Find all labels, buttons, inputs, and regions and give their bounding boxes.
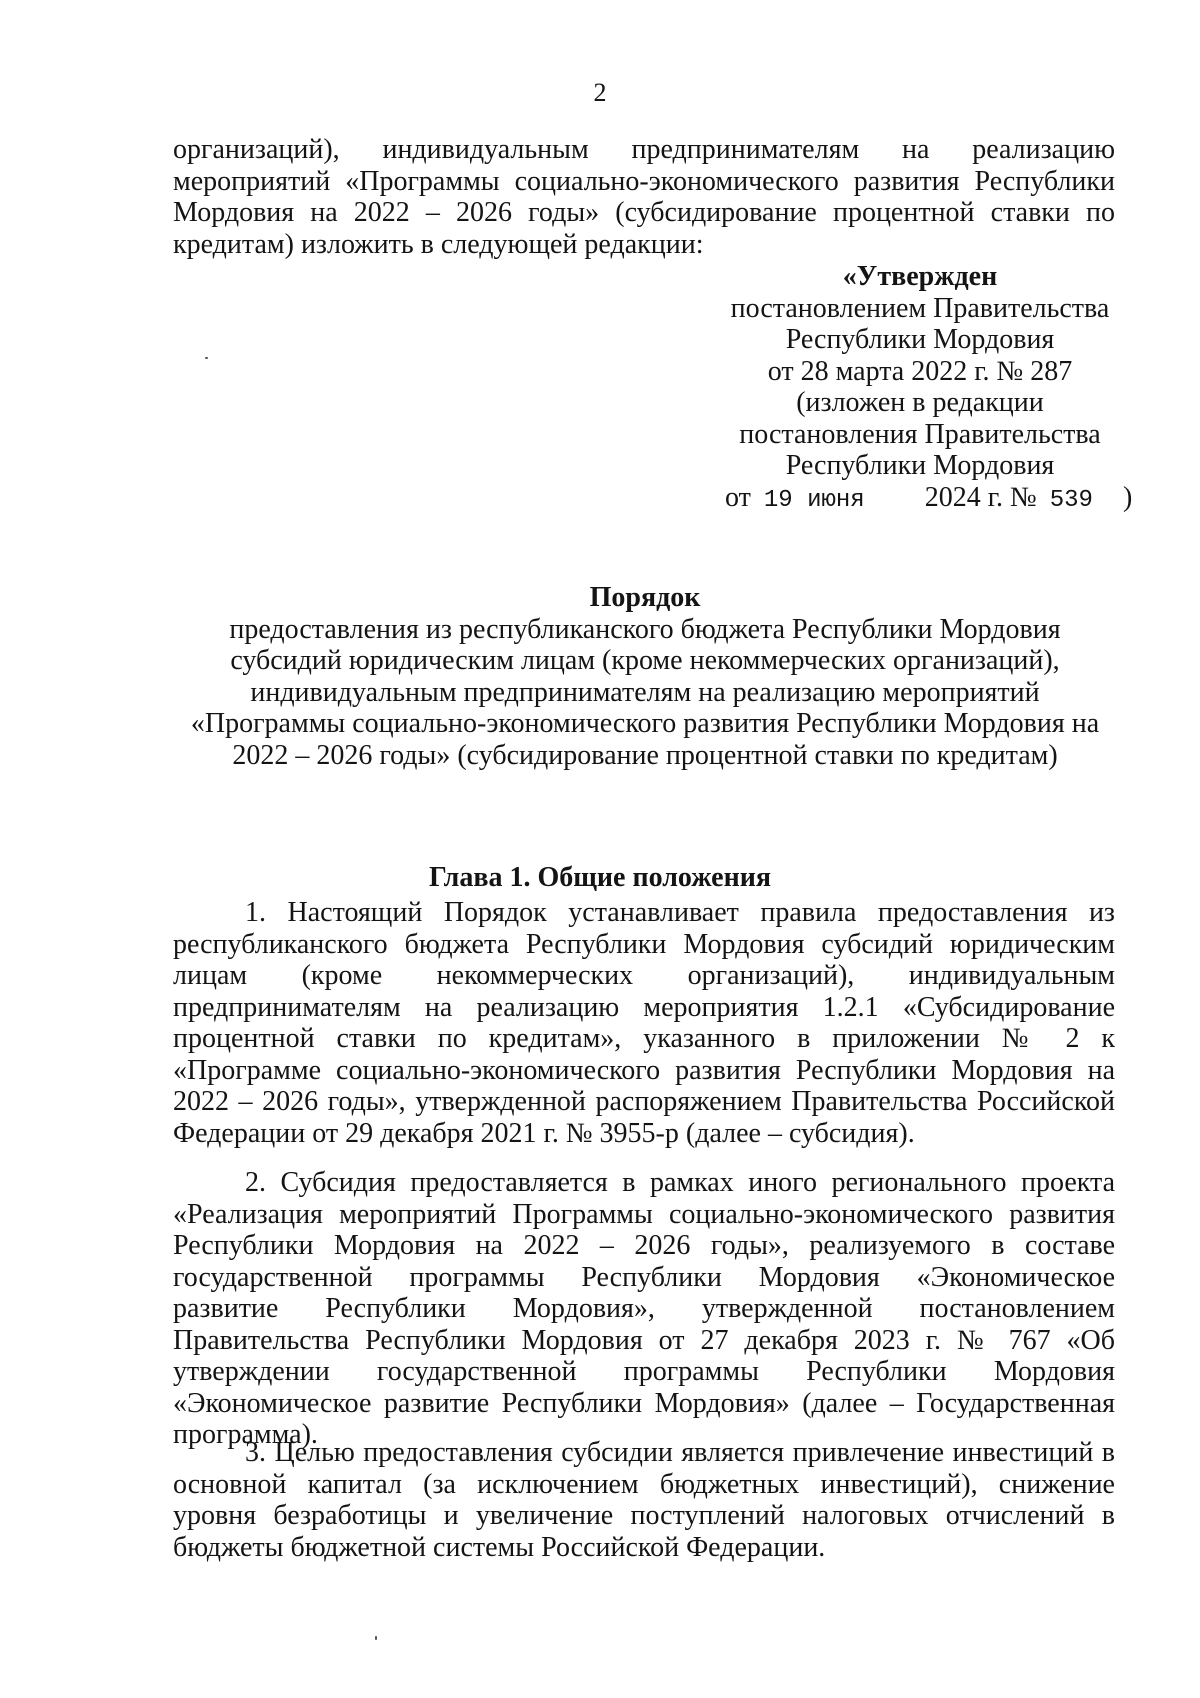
intro-line: Мордовия на 2022 – 2026 годы» (субсидирование процентной ставки по (173, 197, 1115, 228)
intro-paragraph (173, 134, 1115, 260)
paragraph-line: 1. Настоящий Порядок устанавливает правила предоставления из (245, 897, 1115, 928)
title-line: субсидий юридическим лицам (кроме некоммерческих организаций), (230, 645, 1060, 676)
paragraph-3 (173, 1437, 1115, 1563)
approval-line: постановления Правительства (739, 418, 1101, 450)
paragraph-line: «Реализация мероприятий Программы социально-экономического развития (173, 1198, 1115, 1230)
date-year: 2024 г. № (924, 481, 1037, 513)
approval-stamp-block (700, 261, 1140, 513)
paragraph-line: уровня безработицы и увеличение поступлений налоговых отчислений в (173, 1500, 1115, 1531)
paragraph-line: Федерации от 29 декабря 2021 г. № 3955-р (далее – субсидия). (173, 1117, 915, 1149)
paragraph-line: 2022 – 2026 годы», утвержденной распоряжением Правительства Российской (173, 1086, 1115, 1117)
approval-heading: «Утвержден (842, 261, 998, 292)
date-close: ) (1122, 481, 1133, 513)
paragraph-line: Правительства Республики Мордовия от 27 декабря 2023 г. № 767 «Об (173, 1324, 1115, 1356)
paragraph-line: 3. Целью предоставления субсидии является привлечение инвестиций в (245, 1437, 1115, 1468)
paragraph-line: 2. Субсидия предоставляется в рамках иного регионального проекта (245, 1167, 1115, 1198)
paragraph-line: основной капитал (за исключением бюджетных инвестиций), снижение (173, 1468, 1115, 1500)
title-line: предоставления из республиканского бюджета Республики Мордовия (229, 613, 1061, 645)
paragraph-line: развитие Республики Мордовия», утвержденной постановлением (173, 1293, 1115, 1324)
chapter-title: Глава 1. Общие положения (428, 862, 771, 893)
paragraph-line: лицам (кроме некоммерческих организаций), индивидуальным (173, 960, 1115, 991)
approval-line: Республики Мордовия (785, 450, 1055, 481)
approval-line: (изложен в редакции (796, 387, 1044, 418)
paragraph-line: «Экономическое развитие Республики Мордовия» (далее – Государственная (173, 1387, 1115, 1419)
paragraph-line: предпринимателям на реализацию мероприятия 1.2.1 «Субсидирование (173, 991, 1115, 1023)
date-prefix: от (725, 481, 751, 513)
paragraph-2 (173, 1167, 1115, 1451)
paragraph-line: республиканского бюджета Республики Мордовия субсидий юридическим (173, 928, 1115, 960)
paragraph-line: государственной программы Республики Мордовия «Экономическое (173, 1261, 1115, 1293)
paragraph-line: Республики Мордовия на 2022 – 2026 годы», реализуемого в составе (173, 1230, 1115, 1261)
date-number: 539 (1049, 486, 1093, 514)
title-heading: Порядок (589, 582, 701, 613)
approval-date-line (700, 482, 1140, 514)
intro-line: кредитам) изложить в следующей редакции: (173, 228, 704, 260)
date-day-month: 19 июня (763, 486, 865, 514)
paragraph-line: программа). (173, 1419, 318, 1450)
title-line: индивидуальным предпринимателям на реализацию мероприятий (250, 676, 1040, 708)
page-number: 2 (593, 78, 607, 107)
intro-line: мероприятий «Программы социально-экономического развития Республики (173, 165, 1115, 197)
paragraph-line: процентной ставки по кредитам», указанного в приложении № 2 к (173, 1023, 1115, 1054)
document-title (140, 582, 1150, 771)
paragraph-line: бюджеты бюджетной системы Российской Федерации. (173, 1531, 826, 1563)
approval-line: постановлением Правительства (730, 292, 1110, 324)
paragraph-line: утверждении государственной программы Республики Мордовия (173, 1356, 1115, 1387)
title-line: 2022 – 2026 годы» (субсидирование процентной ставки по кредитам) (232, 739, 1058, 771)
intro-line: организаций), индивидуальным предпринимателям на реализацию (173, 134, 1115, 165)
scan-speck (205, 357, 208, 359)
approval-line: Республики Мордовия (785, 324, 1055, 355)
title-line: «Программы социально-экономического развития Республики Мордовия на (190, 708, 1100, 739)
approval-line: от 28 марта 2022 г. № 287 (767, 355, 1073, 387)
paragraph-1 (173, 897, 1115, 1149)
scan-speck (375, 1636, 377, 1640)
paragraph-line: «Программе социально-экономического развития Республики Мордовия на (173, 1054, 1115, 1086)
